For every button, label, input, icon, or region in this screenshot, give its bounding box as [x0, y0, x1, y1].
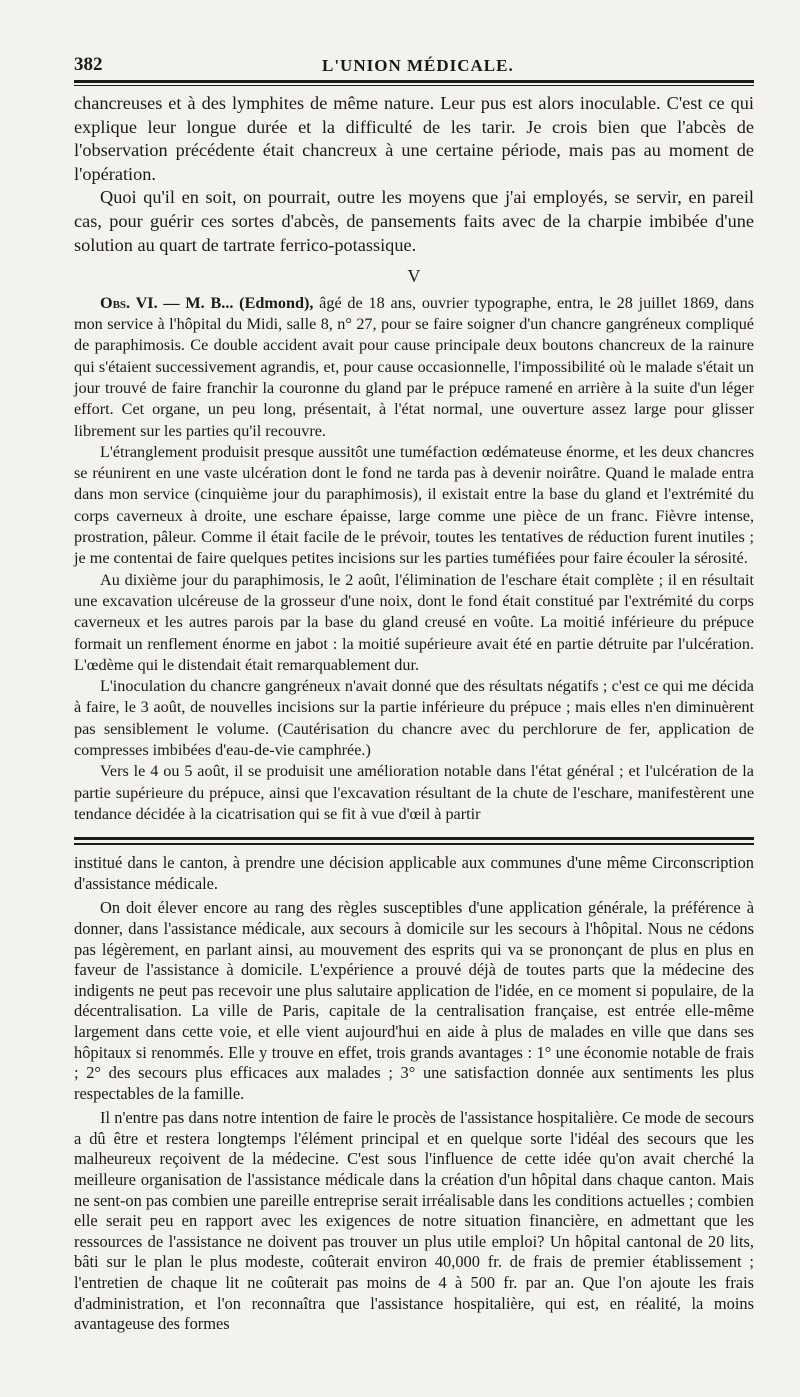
- observation-text: âgé de 18 ans, ouvrier typographe, entra, le 28 juillet 1869, dans mon service à l'hôpital du Midi, salle 8, n° 27, pour se faire soigner d'un chancre gangréneux compliqué de paraphimosis. Ce double accident avait pour cause principale deux boutons chancreux de la rainure qui s'étaient successivement agrandis, et, pour cause occasionnelle, l'impossibilité où le malade s'était un jour trouvé de faire franchir la couronne du gland par le prépuce ramené en arrière à la suite d'un léger effort. Cet organe, un peu long, présentait, à l'état normal, une ouverture assez large pour glisser librement sur les parties qu'il recouvre.: [74, 293, 755, 440]
- separator-rule: [74, 843, 754, 845]
- page-header: [74, 44, 754, 83]
- paragraph: On doit élever encore au rang des règles susceptibles d'une application générale, la préférence à donner, dans l'assistance médicale, aux secours à domicile sur les secours à l'hôpital. Nous ne cédons pas légèrement, en parlant ainsi, au mouvement des esprits qui va se prononçant de plus en plus en faveur de l'assistance à domicile. L'expérience a prouvé déjà de toutes parts que la médecine des indigents ne peut pas recevoir une plus salutaire application de l'idée, en ce moment si populaire, de la décentralisation. La ville de Paris, capitale de la centralisation française, est entrée elle-même largement dans cette voie, et elle vient aujourd'hui en aide à plus de malades en ville que dans ses hôpitaux si renommés. Elle y trouve en effet, trois grands avantages : 1° une économie notable de frais ; 2° des secours plus efficaces aux malades ; 3° une satisfaction donnée aux sentiments les plus respectables de la famille.: [74, 898, 754, 1103]
- paragraph: Quoi qu'il en soit, on pourrait, outre les moyens que j'ai employés, se servir, en pareil cas, pour guérir ces sortes d'abcès, de pansements faits avec de la charpie imbibée d'une solution au quart de tartrate ferrico-potassique.: [74, 187, 754, 255]
- header-rule: [74, 83, 754, 86]
- observation-patient: — M. B... (Edmond),: [163, 293, 314, 312]
- observation-paragraph: [74, 293, 754, 442]
- section-number: V: [407, 266, 421, 287]
- feuilleton-separator: [74, 837, 754, 845]
- page: [74, 44, 754, 1335]
- observation-label: Obs. VI.: [100, 293, 158, 312]
- observation-paragraph: Vers le 4 ou 5 août, il se produisit une amélioration notable dans l'état général ; et l'ulcération de la partie supérieure du prépuce, ainsi que l'excavation résultant de la chute de l'eschare, manifestèrent une tendance décidée à la cicatrisation qui se fit à vue d'œil à partir: [74, 762, 754, 823]
- separator-rule: [74, 837, 754, 840]
- observation: [74, 293, 754, 825]
- feuilleton-body: [74, 853, 754, 1335]
- observation-paragraph: L'étranglement produisit presque aussitôt une tuméfaction œdémateuse énorme, et les deux chancres se réunirent en une vaste ulcération dont le fond ne tarda pas à devenir noirâtre. Quand le malade entra dans mon service (cinquième jour du paraphimosis), il existait entre la base du gland et l'extrémité du corps caverneux à droite, une eschare épaisse, large comme une pièce de un franc. Fièvre intense, prostration, pâleur. Comme il était facile de le prévoir, toutes les tentatives de réduction furent inutiles ; je me contentai de faire quelques petites incisions sur les parties tuméfiées pour faire écouler la sérosité.: [74, 442, 754, 568]
- page-number: 382: [74, 54, 103, 75]
- observation-paragraph: L'inoculation du chancre gangréneux n'avait donné que des résultats négatifs ; c'est ce qui me décida à faire, le 3 août, de nouvelles incisions sur la partie inférieure du prépuce ; mais elles n'en diminuèrent pas sensiblement le volume. (Cautérisation du chancre avec du perchlorure de fer, application de compresses imbibées d'eau-de-vie camphrée.): [74, 677, 754, 759]
- running-title: L'UNION MÉDICALE.: [322, 56, 514, 75]
- observation-paragraph: Au dixième jour du paraphimosis, le 2 août, l'élimination de l'eschare était complète ; il en résultait une excavation ulcéreuse de la grosseur d'une noix, dont le fond était constitué par l'extrémité du corps caverneux et les autres parois par la base du gland creusé en voûte. La moitié inférieure du prépuce formait un renflement énorme en jabot : la moitié supérieure avait été en partie détruite par l'ulcération. L'œdème qui le distendait était remarquablement dur.: [74, 570, 754, 674]
- paragraph: chancreuses et à des lymphites de même nature. Leur pus est alors inoculable. C'est ce qui explique leur longue durée et la difficulté de les tarir. Je crois bien que l'abcès de l'observation précédente était chancreux à une certaine période, mais pas au moment de l'opération.: [74, 93, 754, 184]
- paragraph: Il n'entre pas dans notre intention de faire le procès de l'assistance hospitalière. Ce mode de secours a dû être et restera longtemps l'élément principal et en quelque sorte l'idéal des secours que les malheureux reçoivent de la médecine. C'est sous l'influence de cette idée qu'on avait cherché la meilleure organisation de l'assistance médicale dans la création d'un hôpital dans chaque canton. Mais ne sent-on pas combien une pareille entreprise serait irréalisable dans les conditions actuelles ; combien elle serait peu en rapport avec les exigences de notre situation financière, en admettant que les ressources de l'assistance ne doivent pas trouver un plus utile emploi? Un hôpital cantonal de 20 lits, bâti sur le plan le plus modeste, coûterait environ 40,000 fr. de frais de premier établissement ; l'entretien de chaque lit ne coûterait pas moins de 4 à 500 fr. par an. Que l'on ajoute les frais d'administration, et l'on reconnaîtra que l'assistance hospitalière, qui est, en réalité, la moins avantageuse des formes: [74, 1108, 754, 1334]
- article-body: [74, 92, 754, 825]
- paragraph: institué dans le canton, à prendre une décision applicable aux communes d'une même Circonscription d'assistance médicale.: [74, 853, 754, 893]
